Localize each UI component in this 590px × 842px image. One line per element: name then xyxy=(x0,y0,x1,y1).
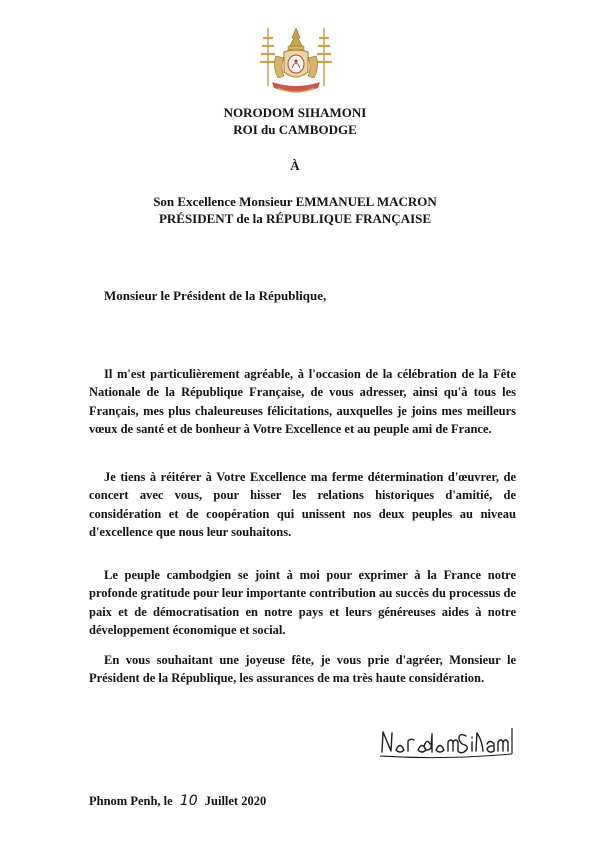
body-paragraph-4: En vous souhaitant une joyeuse fête, je vous prie d'agréer, Monsieur le Président de la République, les assurances de ma très haute considération. xyxy=(89,653,516,686)
recipient-block xyxy=(0,193,590,227)
dateline-day-handwritten: 10 xyxy=(179,793,198,809)
salutation: Monsieur le Président de la République, xyxy=(104,288,327,303)
body-paragraph-3: Le peuple cambodgien se joint à moi pour exprimer à la France notre profonde gratitude pour leur importante contribution au succès du processus de paix et de démocratisation en notre pays et leurs généreuses aides à notre développement économique et social. xyxy=(89,568,516,638)
dateline xyxy=(89,793,266,810)
sender-title: ROI du CAMBODGE xyxy=(233,122,357,137)
sender-block xyxy=(0,104,590,138)
sender-name: NORODOM SIHAMONI xyxy=(223,105,367,120)
body-paragraph-2: Je tiens à réitérer à Votre Excellence ma ferme détermination d'œuvrer, de concert avec vous, pour hisser les relations historiques d'amitié, de considération et de coopération qui unissent nos deux peuples au niveau d'excellence que nous leur souhaitons. xyxy=(89,470,516,540)
addressee-preposition: À xyxy=(290,158,300,173)
dateline-place: Phnom Penh, le xyxy=(89,794,173,808)
royal-coat-of-arms-icon xyxy=(254,26,338,100)
body-paragraph-1: Il m'est particulièrement agréable, à l'occasion de la célébration de la Fête Nationale de la République Française, de vous adresser, ainsi qu'à tous les Français, mes plus chaleureuses félicitations, auxquelles je joins mes meilleurs vœux de santé et de bonheur à Votre Excellence et au peuple ami de France. xyxy=(89,367,516,437)
handwritten-signature xyxy=(374,724,516,764)
dateline-month-year: Juillet 2020 xyxy=(204,794,267,808)
recipient-title: PRÉSIDENT de la RÉPUBLIQUE FRANÇAISE xyxy=(158,211,432,226)
recipient-name: Son Excellence Monsieur EMMANUEL MACRON xyxy=(153,194,437,209)
